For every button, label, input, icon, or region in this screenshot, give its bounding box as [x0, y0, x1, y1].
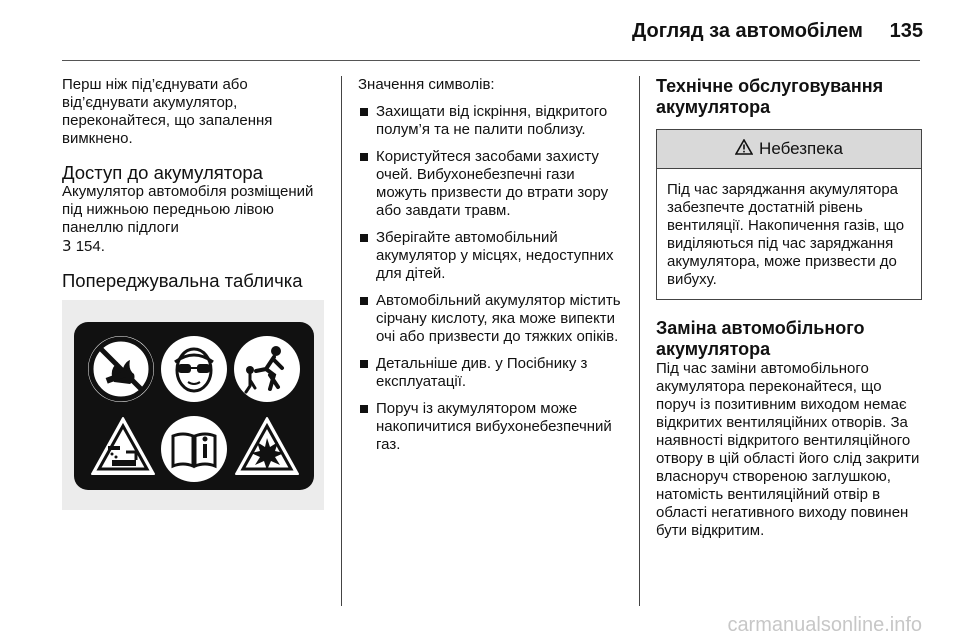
danger-warning-box	[656, 129, 922, 300]
watermark: carmanualsonline.info	[727, 614, 922, 636]
intro-paragraph: Перш ніж під’єднувати або від’єднувати акумулятор, переконайтеся, що запалення вимкнено.	[62, 76, 273, 147]
symbols-list	[358, 103, 626, 454]
list-item-text: Детальніше див. у Посібнику з експлуатації.	[376, 355, 588, 390]
list-item-text: Автомобільний акумулятор містить сірчану кислоту, яка може випекти очі або призвести до тяжких опіків.	[376, 292, 621, 345]
warning-label-plate	[74, 322, 314, 490]
battery-access-text	[62, 183, 330, 256]
bullet-square-icon	[360, 108, 368, 116]
battery-access-sentence: Акумулятор автомобіля розміщений під нижньою передньою лівою панеллю підлоги	[62, 183, 314, 236]
column-middle	[358, 76, 626, 454]
list-item	[358, 355, 626, 391]
list-item	[358, 148, 626, 220]
page-ref-link[interactable]: 154.	[75, 238, 105, 255]
warning-label-heading: Попереджувальна табличка	[62, 270, 303, 291]
list-item-text: Зберігайте автомобільний акумулятор у місцях, недоступних для дітей.	[376, 229, 614, 282]
list-item	[358, 400, 626, 454]
page-header-title: Догляд за автомобілем	[632, 20, 863, 42]
bullet-square-icon	[360, 153, 368, 161]
manual-icon	[161, 416, 227, 482]
list-item-text: Користуйтеся засобами захисту очей. Вибухонебезпечні гази можуть призвести до втрати зору або завдати травм.	[376, 148, 609, 219]
acid-warning-icon	[88, 414, 158, 483]
list-item-text: Поруч із акумулятором може накопичитися вибухонебезпечний газ.	[376, 400, 612, 453]
no-fire-icon	[88, 336, 154, 402]
list-item	[358, 292, 626, 346]
eye-protection-icon	[161, 336, 227, 402]
list-item	[358, 229, 626, 283]
battery-replacement-text: Під час заміни автомобільного акумулятора переконайтеся, що поруч із позитивним виходом немає відкритих вентиляційних отворів. За наявності відкритого вентиляційного отвору в цій області його слід закрити власноруч створеною заглушкою, натомість вентиляційний отвір в області негативного виходу повинен бути відкритим.	[656, 360, 920, 539]
battery-replacement-heading: Заміна автомобільного акумулятора	[656, 318, 865, 359]
bullet-square-icon	[360, 360, 368, 368]
bullet-square-icon	[360, 297, 368, 305]
danger-warning-title: Небезпека	[759, 139, 843, 158]
battery-access-heading: Доступ до акумулятора	[62, 162, 263, 183]
keep-from-children-icon	[234, 336, 300, 402]
symbols-intro: Значення символів:	[358, 76, 495, 93]
column-left	[62, 76, 330, 291]
page-number: 135	[889, 20, 923, 42]
page-ref-arrow-icon: 3	[62, 237, 72, 255]
danger-warning-header	[657, 130, 921, 169]
bullet-square-icon	[360, 234, 368, 242]
list-item	[358, 103, 626, 139]
list-item-text: Захищати від іскріння, відкритого полум’я та не палити поблизу.	[376, 103, 608, 138]
explosion-warning-icon	[232, 414, 302, 483]
maintenance-heading: Технічне обслуговування акумулятора	[656, 76, 884, 117]
danger-warning-text: Під час заряджання акумулятора забезпечте достатній рівень вентиляції. Накопичення газів, що виділяються під час заряджання акумулятора, може призвести до вибуху.	[667, 181, 905, 288]
warning-triangle-icon	[735, 139, 753, 159]
header-divider	[62, 60, 920, 61]
battery-warning-label-image	[62, 300, 324, 510]
column-right	[656, 76, 924, 540]
column-divider-left	[341, 76, 342, 606]
bullet-square-icon	[360, 405, 368, 413]
column-divider-right	[639, 76, 640, 606]
